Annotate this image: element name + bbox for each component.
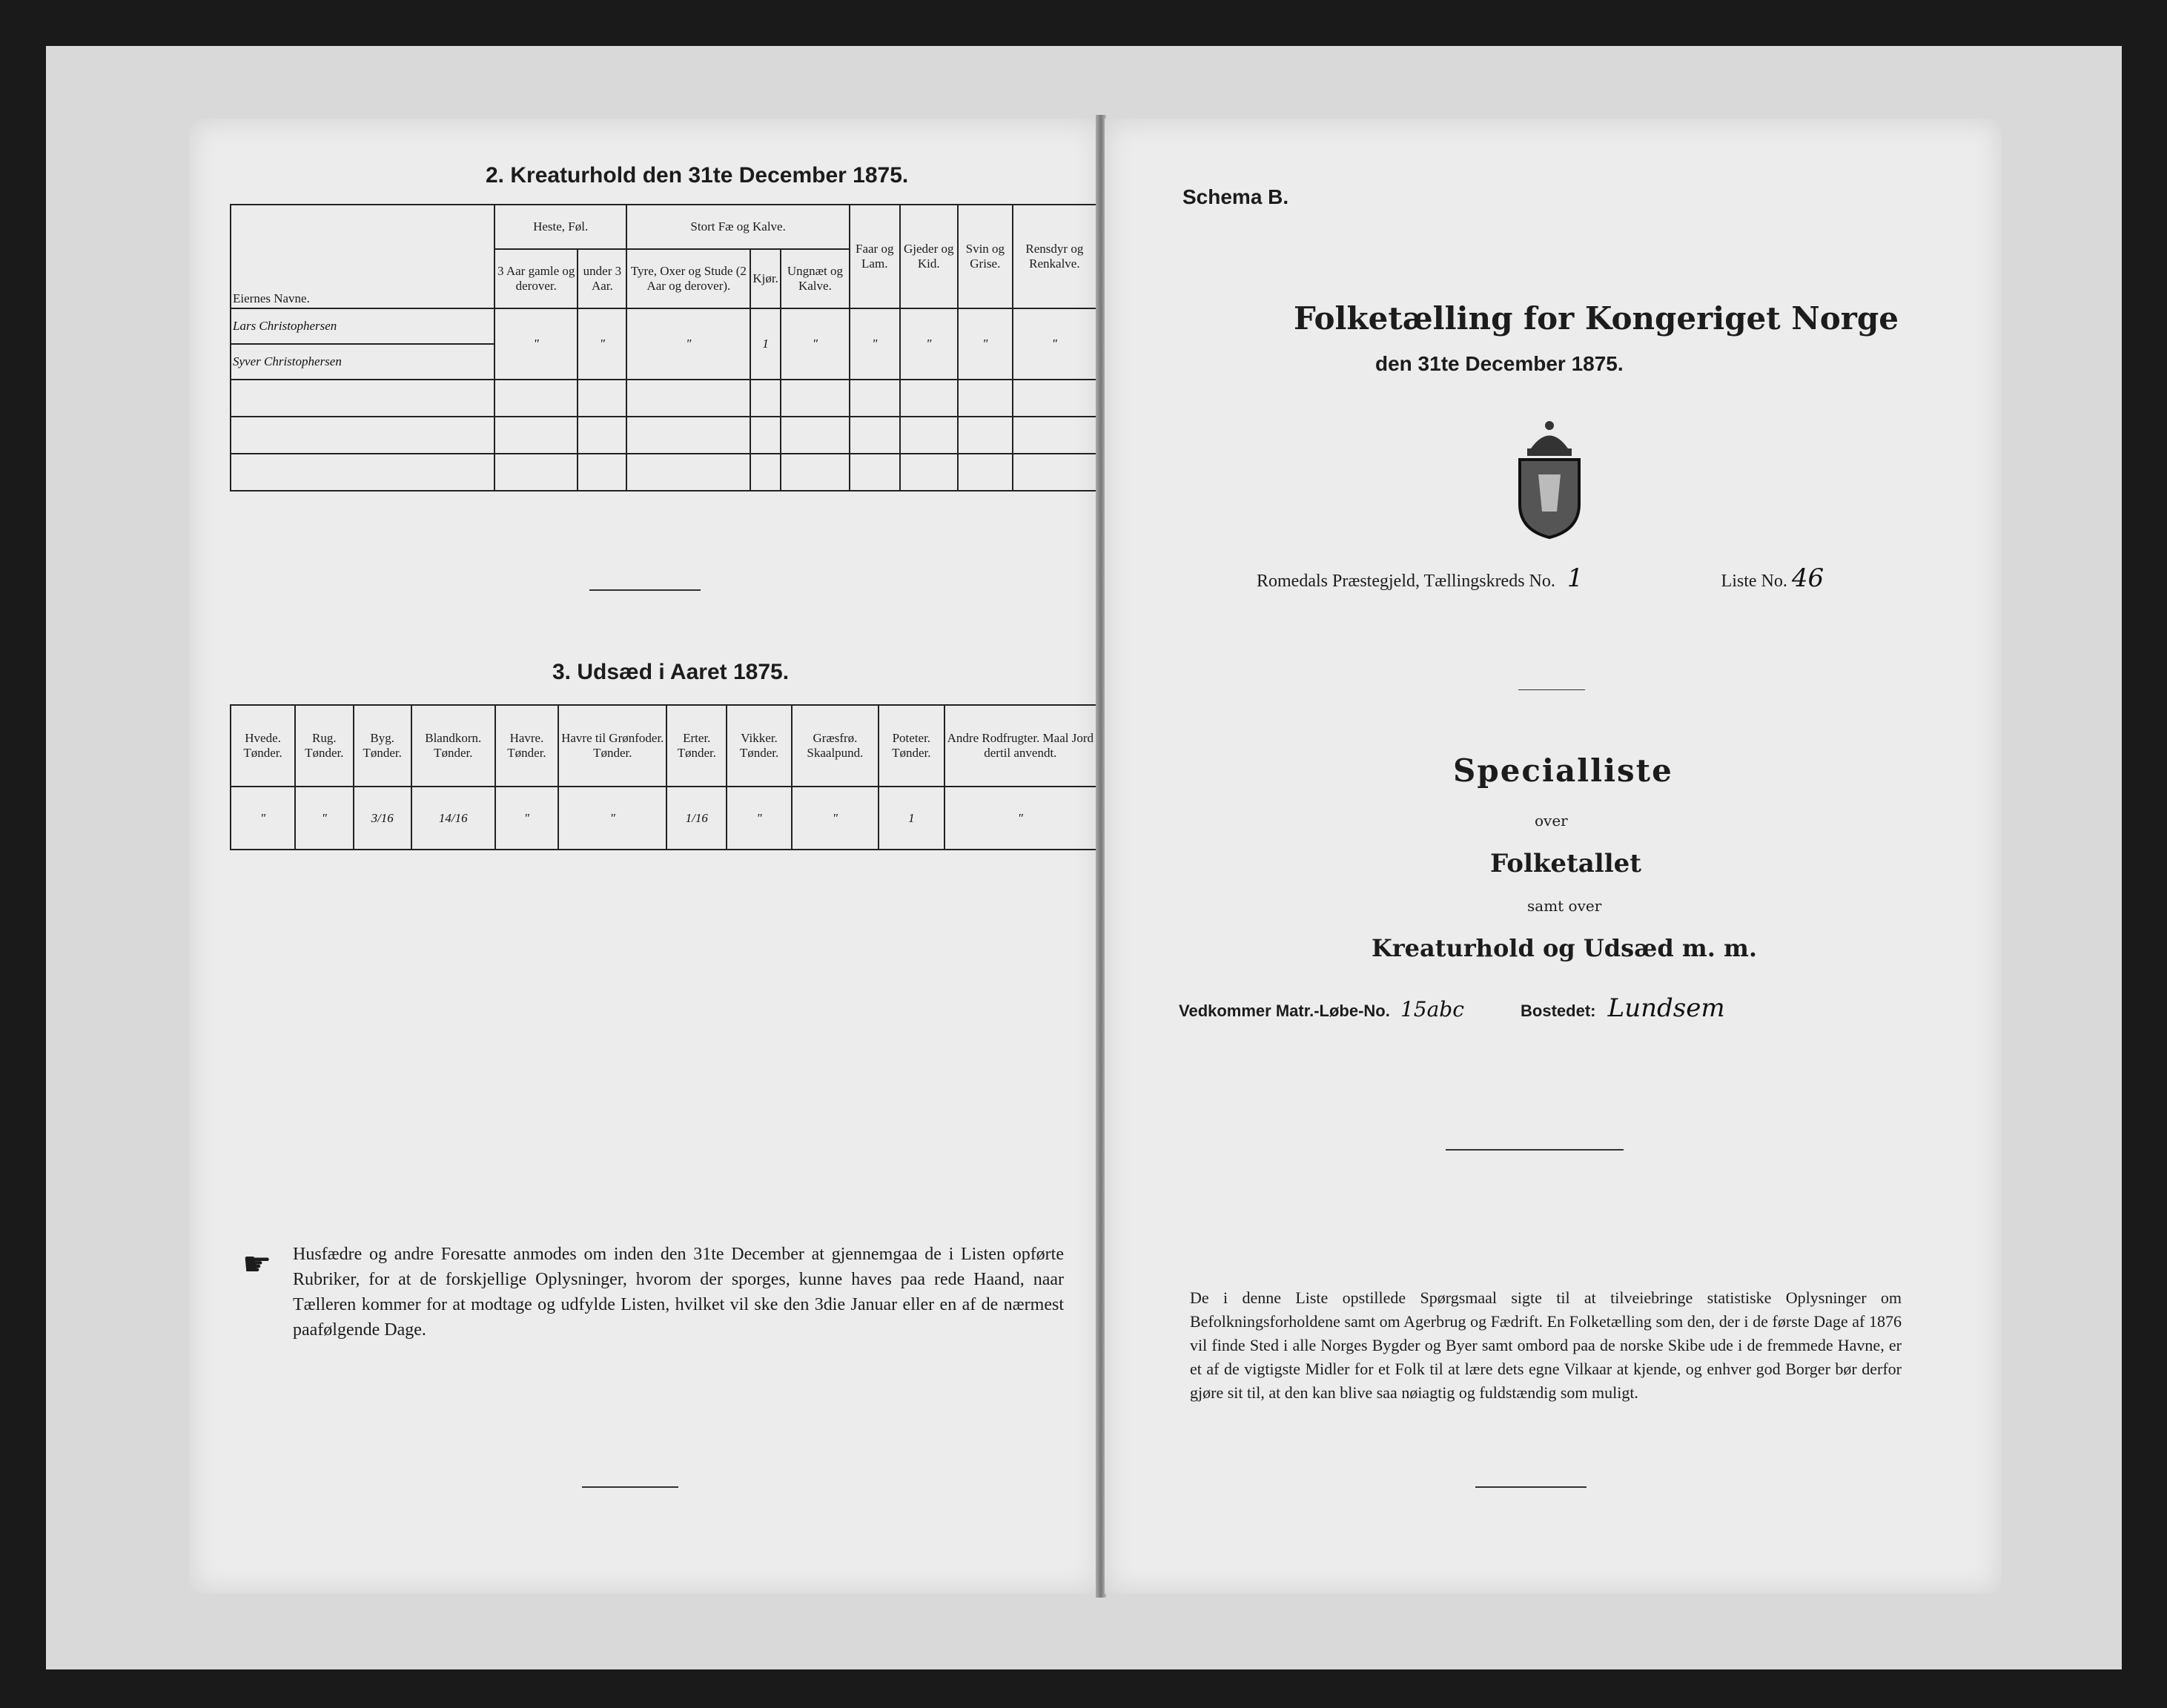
schema-label: Schema B. xyxy=(1182,185,1289,208)
seed-value: " xyxy=(558,787,666,850)
cows-header: Kjør. xyxy=(750,249,780,308)
left-page xyxy=(189,119,1101,1594)
livestock-value: " xyxy=(626,308,750,380)
explanation-text: De i denne Liste opstillede Spørgsmaal sigte til at tilveiebringe statistiske Oplysninger om Befolkningsforholdene samt om Agerbrug og Fædrift. En Folketælling som den, der i de første Dage af 1876 vil finde Sted i alle Norges Bygder og Byer samt ombord paa de norske Skibe ude i de fremmede Havne, er et af de vigtigste Midler for et Folk til at lære dets egne Vilkaar at kjende, og enhver god Borger bør derfor gjøre sit til, at den kan blive saa nøiagtig og fuldstændig som muligt. xyxy=(1190,1288,1902,1402)
seed-header: Poteter. Tønder. xyxy=(879,705,944,787)
seed-table xyxy=(230,704,1097,850)
seed-value: " xyxy=(792,787,879,850)
seed-header: Vikker. Tønder. xyxy=(727,705,792,787)
matr-label: Vedkommer Matr.-Løbe-No. xyxy=(1179,1002,1390,1020)
matr-value: 15abc xyxy=(1400,997,1464,1022)
divider xyxy=(1446,1149,1624,1151)
livestock-value: " xyxy=(958,308,1013,380)
goats-header: Gjeder og Kid. xyxy=(900,205,958,308)
seed-value: " xyxy=(495,787,559,850)
seed-value: 1 xyxy=(879,787,944,850)
bosted-label: Bostedet: xyxy=(1521,1002,1596,1020)
divider xyxy=(589,589,701,591)
liste-no: 46 xyxy=(1791,563,1824,593)
seed-header: Græsfrø. Skaalpund. xyxy=(792,705,879,787)
bosted-value: Lundsem xyxy=(1607,993,1725,1023)
seed-header: Rug. Tønder. xyxy=(295,705,353,787)
location-line xyxy=(1105,563,2002,593)
seed-header: Blandkorn. Tønder. xyxy=(411,705,495,787)
kreaturhold-line: Kreaturhold og Udsæd m. m. xyxy=(1372,934,1757,962)
kreds-no: 1 xyxy=(1566,563,1584,593)
section2-title: 2. Kreaturhold den 31te December 1875. xyxy=(486,163,909,188)
owner-header: Eiernes Navne. xyxy=(231,205,494,308)
coat-of-arms-icon xyxy=(1505,415,1594,541)
seed-value: 3/16 xyxy=(354,787,411,850)
livestock-value: " xyxy=(578,308,626,380)
seed-value: " xyxy=(944,787,1096,850)
pointing-hand-icon: ☛ xyxy=(242,1245,272,1283)
notice-text: Husfædre og andre Foresatte anmodes om inden den 31te December at gjennemgaa de i Listen opførte Rubriker, for at de forskjellige Oplysninger, hvorom der sporges, kunne haves paa rede Haand, naar Tælleren kommer for at modtage og udfylde Listen, hvilket vil ske den 3die Januar eller en af de nærmest paafølgende Dage. xyxy=(293,1245,1064,1340)
horse-old-header: 3 Aar gamle og derover. xyxy=(494,249,578,308)
over-text: over xyxy=(1535,812,1568,830)
seed-header: Andre Rodfrugter. Maal Jord dertil anvendt. xyxy=(944,705,1096,787)
section3-title: 3. Udsæd i Aaret 1875. xyxy=(552,660,790,684)
folketallet: Folketallet xyxy=(1490,849,1641,878)
bulls-header: Tyre, Oxer og Stude (2 Aar og derover). xyxy=(626,249,750,308)
owner-2: Syver Christophersen xyxy=(231,344,494,380)
horse-group-header: Heste, Føl. xyxy=(494,205,626,249)
special-title: Specialliste xyxy=(1453,752,1673,789)
seed-header: Havre til Grønfoder. Tønder. xyxy=(558,705,666,787)
owner-1: Lars Christophersen xyxy=(231,308,494,344)
seed-header: Hvede. Tønder. xyxy=(231,705,295,787)
main-title: Folketælling for Kongeriget Norge xyxy=(1294,300,1899,337)
seed-value: " xyxy=(295,787,353,850)
seed-header: Havre. Tønder. xyxy=(495,705,559,787)
calves-header: Ungnæt og Kalve. xyxy=(781,249,850,308)
seed-value: " xyxy=(727,787,792,850)
sheep-header: Faar og Lam. xyxy=(850,205,900,308)
cattle-group-header: Stort Fæ og Kalve. xyxy=(626,205,850,249)
horse-young-header: under 3 Aar. xyxy=(578,249,626,308)
seed-header: Erter. Tønder. xyxy=(666,705,727,787)
seed-header: Byg. Tønder. xyxy=(354,705,411,787)
samt-over-text: samt over xyxy=(1527,897,1602,915)
matr-line xyxy=(1179,993,1725,1023)
seed-value: 1/16 xyxy=(666,787,727,850)
livestock-value: " xyxy=(850,308,900,380)
livestock-value: " xyxy=(1013,308,1096,380)
right-page xyxy=(1105,119,2002,1594)
pigs-header: Svin og Grise. xyxy=(958,205,1013,308)
seed-value: 14/16 xyxy=(411,787,495,850)
divider xyxy=(1518,689,1585,690)
livestock-value: " xyxy=(781,308,850,380)
divider xyxy=(582,1486,678,1488)
seed-value: " xyxy=(231,787,295,850)
liste-label: Liste No. xyxy=(1721,572,1787,591)
livestock-value: " xyxy=(900,308,958,380)
livestock-value: " xyxy=(494,308,578,380)
location-prefix: Romedals Præstegjeld, Tællingskreds No. xyxy=(1257,572,1555,591)
divider xyxy=(1475,1486,1587,1488)
livestock-value: 1 xyxy=(750,308,780,380)
reindeer-header: Rensdyr og Renkalve. xyxy=(1013,205,1096,308)
census-date: den 31te December 1875. xyxy=(1375,352,1624,375)
livestock-table xyxy=(230,204,1097,491)
